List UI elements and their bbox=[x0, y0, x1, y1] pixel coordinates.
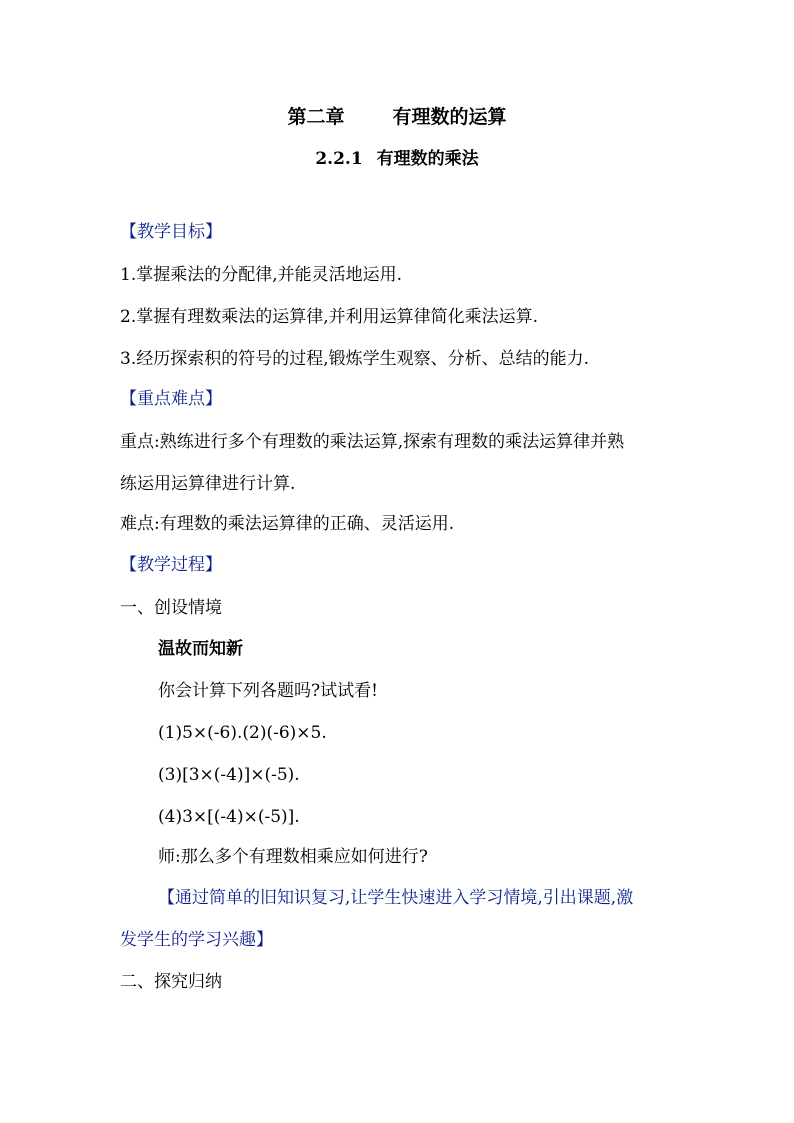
part2-title: 二、探究归纳 bbox=[120, 972, 222, 992]
chapter-name: 有理数的运算 bbox=[392, 106, 507, 128]
section-number: 2.2.1 bbox=[315, 149, 363, 169]
key-point-line-1: 重点:熟练进行多个有理数的乘法运算,探索有理数的乘法运算律并熟 bbox=[120, 432, 625, 452]
part1-title: 一、创设情境 bbox=[120, 598, 222, 618]
key-heading: 【重点难点】 bbox=[120, 389, 222, 409]
chapter-label: 第二章 bbox=[287, 106, 345, 128]
note-line-1: 【通过简单的旧知识复习,让学生快速进入学习情境,引出课题,激 bbox=[158, 888, 634, 908]
process-heading: 【教学过程】 bbox=[120, 555, 222, 575]
section-name: 有理数的乘法 bbox=[376, 149, 479, 169]
teacher-question: 师:那么多个有理数相乘应如何进行? bbox=[158, 847, 428, 867]
note-line-2: 发学生的学习兴趣】 bbox=[120, 930, 273, 950]
exercise-line-2: (3)[3×(-4)]×(-5). bbox=[158, 765, 300, 785]
exercise-line-1: (1)5×(-6).(2)(-6)×5. bbox=[158, 723, 327, 743]
question-intro: 你会计算下列各题吗?试试看! bbox=[158, 681, 378, 701]
key-point-line-2: 练运用运算律进行计算. bbox=[120, 474, 296, 494]
exercise-line-3: (4)3×[(-4)×(-5)]. bbox=[158, 807, 300, 827]
review-title: 温故而知新 bbox=[158, 639, 243, 659]
chapter-title bbox=[0, 106, 794, 128]
goal-item-1: 1.掌握乘法的分配律,并能灵活地运用. bbox=[120, 265, 403, 285]
goal-item-3: 3.经历探索积的符号的过程,锻炼学生观察、分析、总结的能力. bbox=[120, 349, 590, 369]
goals-heading: 【教学目标】 bbox=[120, 222, 222, 242]
section-subtitle bbox=[0, 148, 794, 170]
difficulty-line: 难点:有理数的乘法运算律的正确、灵活运用. bbox=[120, 514, 455, 534]
goal-item-2: 2.掌握有理数乘法的运算律,并利用运算律简化乘法运算. bbox=[120, 307, 539, 327]
